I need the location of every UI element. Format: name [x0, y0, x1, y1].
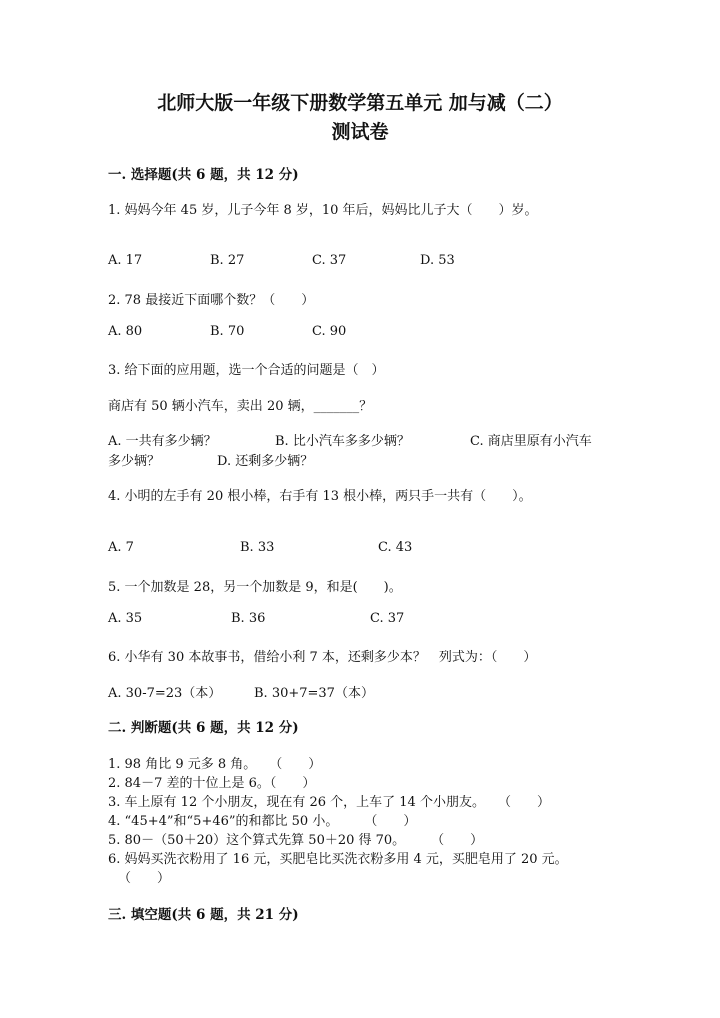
- q5-option-a: A. 35: [108, 611, 143, 626]
- q1-option-b: B. 27: [210, 253, 245, 268]
- q1-option-c: C. 37: [312, 253, 347, 268]
- question-3: 3. 给下面的应用题，选一个合适的问题是（ ）: [108, 363, 385, 378]
- question-5: 5. 一个加数是 28，另一个加数是 9，和是( )。: [108, 580, 402, 595]
- q4-option-c: C. 43: [378, 540, 413, 555]
- q6-option-b: B. 30+7=37（本）: [254, 686, 374, 701]
- judgement-item-1: 1. 98 角比 9 元多 8 角。 （ ）: [108, 757, 322, 772]
- q4-option-b: B. 33: [240, 540, 275, 555]
- judgement-item-2: 2. 84－7 差的十位上是 6。（ ）: [108, 776, 316, 791]
- q2-option-b: B. 70: [210, 324, 245, 339]
- q4-option-a: A. 7: [108, 540, 134, 555]
- q6-option-a: A. 30-7=23（本）: [108, 686, 222, 701]
- q3-option-c: C. 商店里原有小汽车: [470, 434, 592, 449]
- question-4: 4. 小明的左手有 20 根小棒，右手有 13 根小棒，两只手一共有（ ）。: [108, 489, 532, 504]
- question-2: 2. 78 最接近下面哪个数？（ ）: [108, 293, 315, 308]
- question-1: 1. 妈妈今年 45 岁，儿子今年 8 岁，10 年后，妈妈比儿子大（ ）岁。: [108, 203, 538, 218]
- judgement-item-3: 3. 车上原有 12 个小朋友，现在有 26 个，上车了 14 个小朋友。 （ ）: [108, 795, 550, 810]
- judgement-item-5: 5. 80－（50＋20）这个算式先算 50＋20 得 70。 （ ）: [108, 833, 484, 848]
- judgement-item-4: 4. “45+4”和“5+46”的和都比 50 小。 （ ）: [108, 814, 417, 829]
- judgement-item-6: 6. 妈妈买洗衣粉用了 16 元，买肥皂比买洗衣粉多用 4 元，买肥皂用了 20 元。: [108, 852, 568, 867]
- q1-option-a: A. 17: [108, 253, 143, 268]
- question-3-stem: 商店有 50 辆小汽车，卖出 20 辆，_______？: [108, 399, 373, 414]
- q5-option-b: B. 36: [231, 611, 266, 626]
- q2-option-c: C. 90: [312, 324, 347, 339]
- q5-option-c: C. 37: [370, 611, 405, 626]
- q3-option-a: A. 一共有多少辆？: [108, 434, 217, 449]
- page-title-line2: 测试卷: [331, 121, 389, 143]
- question-6: 6. 小华有 30 本故事书，借给小利 7 本，还剩多少本？ 列式为：（ ）: [108, 650, 537, 665]
- q1-option-d: D. 53: [420, 253, 455, 268]
- q3-option-d: D. 还剩多少辆？: [217, 454, 314, 469]
- section-heading-choice: 一. 选择题(共 6 题，共 12 分): [108, 167, 299, 183]
- q3-option-c-cont: 多少辆？: [108, 454, 161, 469]
- section-heading-judgement: 二. 判断题(共 6 题，共 12 分): [108, 720, 299, 736]
- section-heading-fill: 三. 填空题(共 6 题，共 21 分): [108, 907, 299, 923]
- judgement-item-6-cont: （ ）: [118, 871, 171, 886]
- page-title-line1: 北师大版一年级下册数学第五单元 加与减（二）: [157, 92, 563, 114]
- q3-option-b: B. 比小汽车多多少辆？: [275, 434, 410, 449]
- q2-option-a: A. 80: [108, 324, 143, 339]
